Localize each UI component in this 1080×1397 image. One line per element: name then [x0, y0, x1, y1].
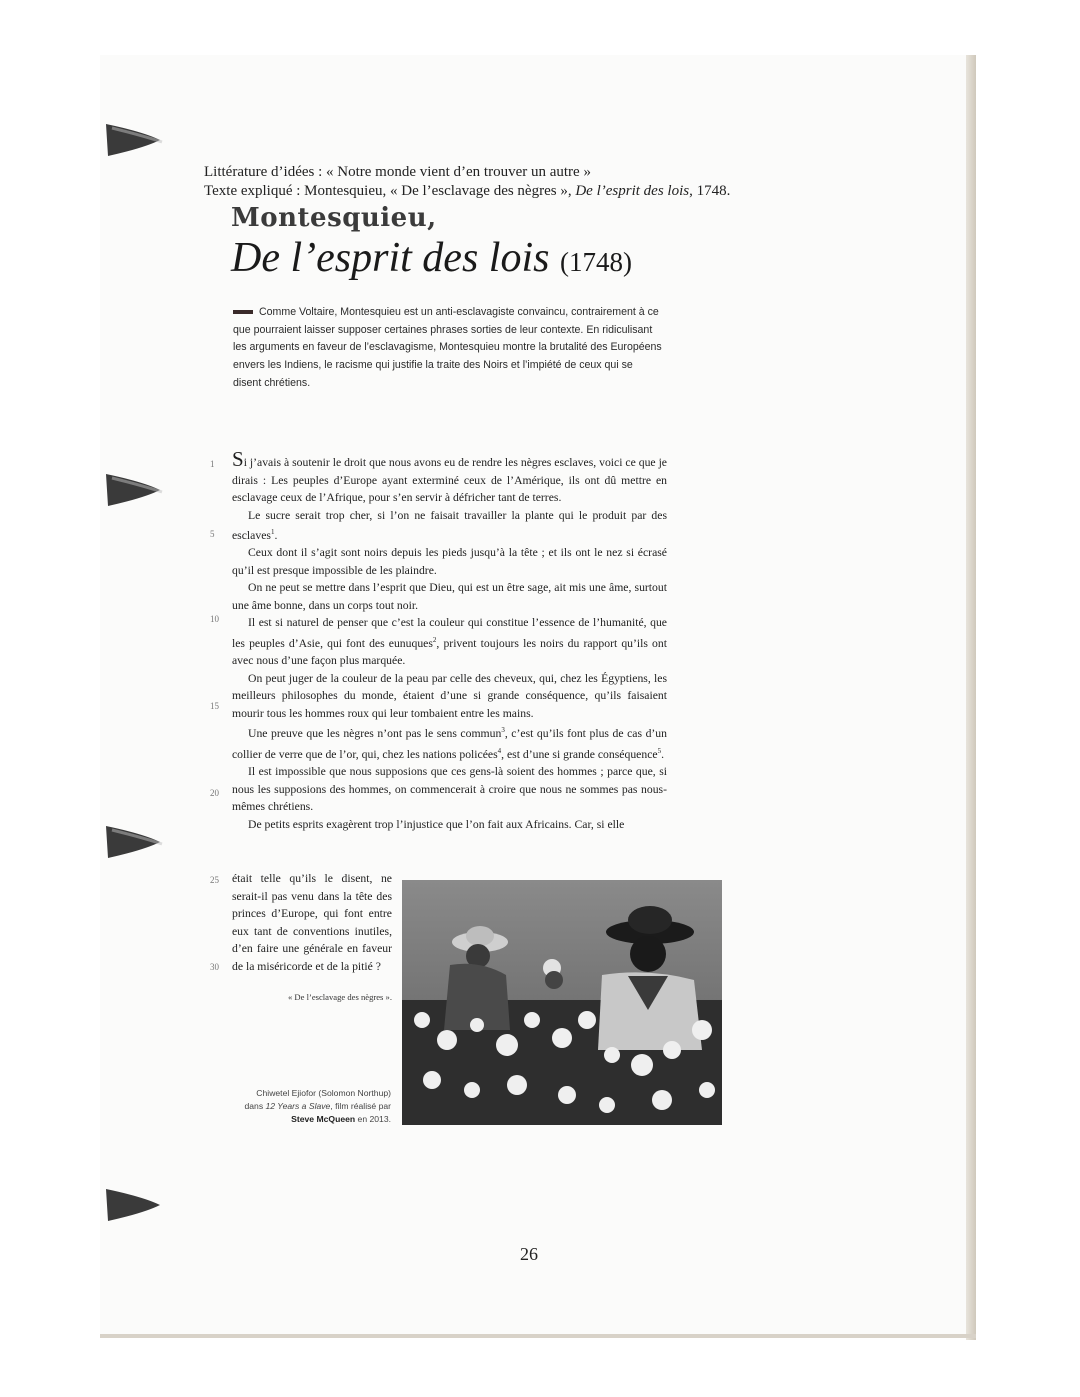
punch-mark — [104, 1183, 164, 1223]
header-line-2 — [204, 183, 730, 200]
header-line-2-work: De l’esprit des lois — [575, 183, 690, 199]
paragraph-text: , privent toujours les noirs du rapport qu’ils ont avec nous d’une façon plus marquée. — [232, 636, 667, 668]
author-name: Montesquieu, — [231, 203, 437, 233]
page-edge-bottom — [100, 1334, 976, 1338]
paragraph-text: , c’est qu’ils font plus de cas d’un collier de verre que de l’or, qui, chez les nations policées — [232, 727, 667, 761]
footnote-ref: 4 — [497, 746, 502, 755]
paragraph — [232, 507, 667, 545]
caption-line: Chiwetel Ejiofor (Solomon Northup) — [256, 1088, 391, 1098]
intro-bar — [233, 310, 253, 314]
caption-line — [225, 1113, 391, 1126]
film-still-image — [402, 880, 722, 1125]
punch-mark — [104, 118, 164, 158]
book-title-text: De l’esprit des lois — [231, 235, 550, 281]
line-number: 1 — [210, 459, 215, 469]
footnote-ref: 5 — [657, 746, 662, 755]
caption-text: , film réalisé par — [330, 1101, 391, 1111]
wrapped-text: était telle qu’ils le disent, ne serait-il pas venu dans la tête des princes d’Europe, qui font entre eux tant de conventions inutiles, d’en faire une générale en faveur de la miséricorde et de la pitié ? — [232, 872, 392, 973]
paragraph-text: . — [274, 528, 278, 542]
paragraph — [232, 722, 667, 763]
caption-text: dans — [244, 1101, 266, 1111]
intro-paragraph — [233, 304, 663, 393]
line-number: 10 — [210, 614, 219, 624]
paragraph — [232, 614, 667, 669]
punch-mark — [104, 820, 164, 860]
header-line-2-start: Texte expliqué : Montesquieu, « De l’esclavage des nègres », — [204, 183, 576, 199]
paragraph: Il est impossible que nous supposions que ces gens-là soient des hommes ; parce que, si nous les supposions des hommes, on commencerait à croire que nous ne sommes pas nous-mêmes chrétiens. — [232, 765, 667, 814]
caption-director: Steve McQueen — [291, 1114, 356, 1124]
line-number: 20 — [210, 788, 219, 798]
paragraph-text: Le sucre serait trop cher, si l’on ne faisait travailler la plante qui le produit par des esclaves — [232, 508, 667, 542]
paragraph-text: i j’avais à soutenir le droit que nous avons eu de rendre les nègres esclaves, voici ce que je dirais : Les peuples d’Europe ayant exterminé ceux de l’Amérique, ils ont dû mettre en esclavage ceux de l’Afrique, pour s’en servir à défricher tant de terres. — [232, 456, 667, 504]
paragraph — [232, 447, 667, 507]
source-reference: « De l’esclavage des nègres ». — [287, 992, 392, 1002]
line-number: 15 — [210, 701, 219, 711]
paragraph: On ne peut se mettre dans l’esprit que Dieu, qui est un être sage, ait mis une âme, surtout une âme bonne, dans un corps tout noir. — [232, 581, 667, 612]
paragraph: Ceux dont il s’agit sont noirs depuis les pieds jusqu’à la tête ; et ils ont le nez si écrasé qu’il est presque impossible de les plaindre. — [232, 546, 667, 577]
page-edge-right — [966, 55, 976, 1340]
caption-text: en 2013. — [355, 1114, 391, 1124]
image-caption — [225, 1087, 391, 1126]
line-number: 30 — [210, 962, 219, 972]
header-line-2-end: , 1748. — [689, 183, 731, 199]
paragraph-text: Il est si naturel de penser que c’est la couleur qui constitue l’essence de l’humanité, que les peuples d’Asie, qui font des eunuques — [232, 616, 667, 650]
page-number: 26 — [520, 1244, 538, 1264]
footnote-ref: 1 — [270, 528, 275, 536]
book-year: (1748) — [559, 247, 632, 277]
book-title — [231, 234, 632, 282]
line-number: 5 — [210, 529, 215, 539]
header-line-1: Littérature d’idées : « Notre monde vient d’en trouver un autre » — [204, 164, 591, 180]
paragraph: On peut juger de la couleur de la peau par celle des cheveux, qui, chez les Égyptiens, les meilleurs philosophes du monde, étaient d’une si grande conséquence, qu’ils faisaient mourir tous les hommes roux qui leur tombaient entre les mains. — [232, 671, 667, 720]
paragraph-text: . — [661, 747, 664, 761]
footnote-ref: 2 — [432, 635, 437, 644]
paragraph: De petits esprits exagèrent trop l’injustice que l’on fait aux Africains. Car, si elle — [248, 817, 625, 831]
punch-mark — [104, 468, 164, 508]
paragraph-text: , est d’une si grande conséquence — [501, 747, 658, 761]
intro-text: Comme Voltaire, Montesquieu est un anti-esclavagiste convaincu, contrairement à ce que pourraient laisser supposer certaines phrases sorties de leur contexte. En ridiculisant les arguments en faveur de l’esclavagisme, Montesquieu montre la brutalité des Européens envers les Indiens, le racisme qui justifie la traite des Noirs et l’impiété de ceux qui se disent chrétiens. — [233, 306, 662, 389]
line-number: 25 — [210, 875, 219, 885]
drop-cap: S — [232, 447, 244, 471]
caption-film-title: 12 Years a Slave — [265, 1101, 331, 1111]
footnote-ref: 3 — [501, 726, 505, 735]
paragraph-text: Une preuve que les nègres n’ont pas le sens commun — [248, 727, 502, 741]
caption-line — [225, 1100, 391, 1113]
main-text — [232, 447, 667, 833]
